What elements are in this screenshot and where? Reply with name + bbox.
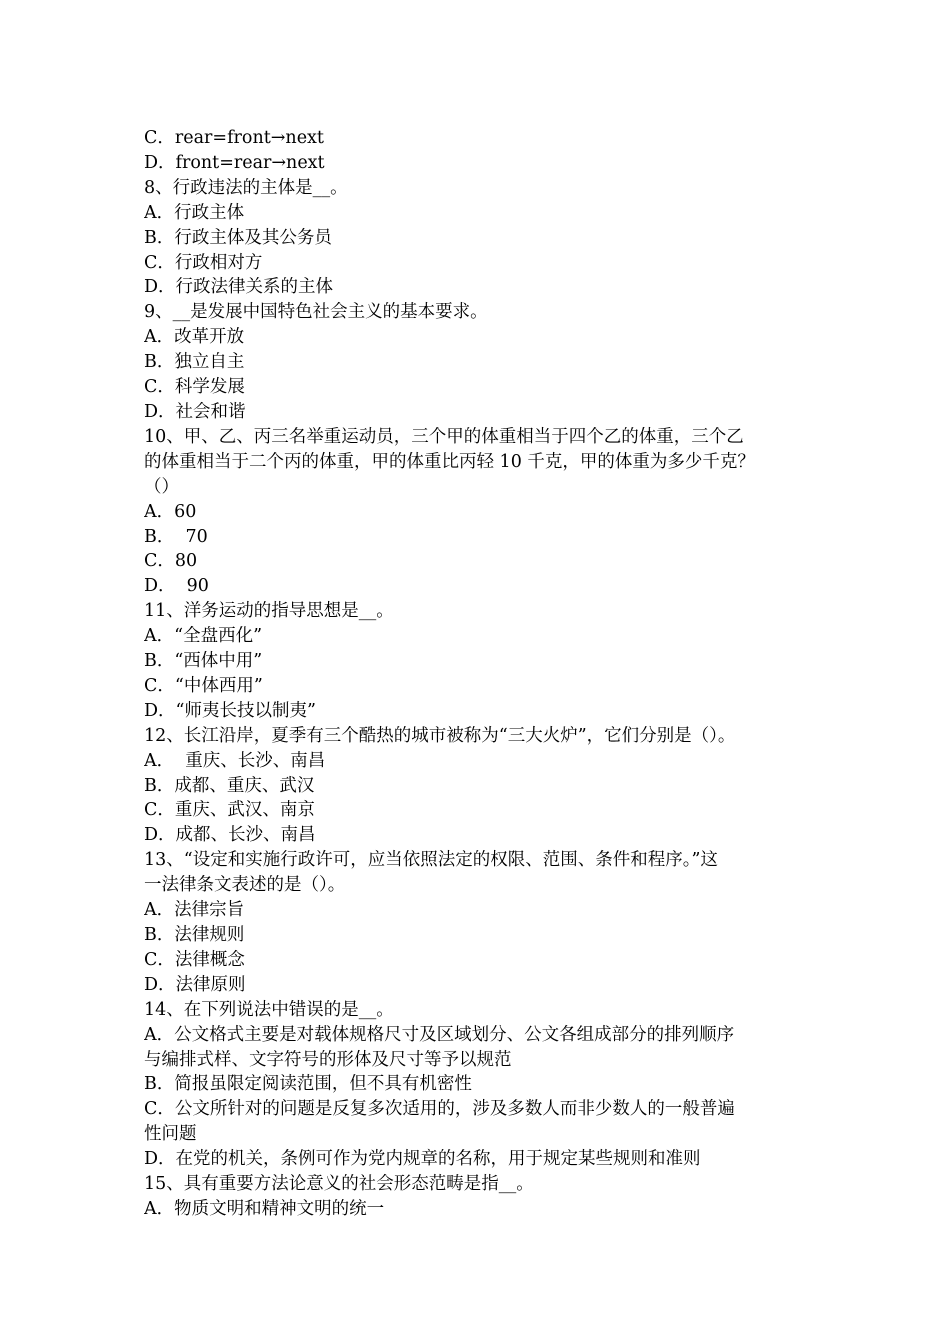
option-b-q13: B．法律规则: [144, 925, 245, 945]
option-d-q13: D．法律原则: [144, 974, 246, 995]
question-13-line-2: 一法律条文表述的是（）。: [144, 875, 346, 896]
option-a-q10: A．60: [144, 501, 197, 522]
option-c-q8: C．行政相对方: [144, 252, 263, 273]
question-9: 9、__是发展中国特色社会主义的基本要求。: [144, 302, 488, 323]
question-15: 15、具有重要方法论意义的社会形态范畴是指__。: [144, 1174, 534, 1195]
question-12: 12、长江沿岸，夏季有三个酷热的城市被称为“三大火炉”，它们分别是（）。: [144, 725, 736, 746]
option-d-q8: D．行政法律关系的主体: [144, 277, 334, 298]
option-c-q14-line-1: C．公文所针对的问题是反复多次适用的，涉及多数人而非少数人的一般普遍: [144, 1099, 735, 1120]
option-a-q14-line-2: 与编排式样、文字符号的形体及尺寸等予以规范: [144, 1049, 512, 1070]
option-b-q10: B． 70: [144, 526, 208, 547]
option-d-q11: D．“师夷长技以制夷”: [144, 700, 316, 721]
option-a-q9: A．改革开放: [144, 327, 245, 348]
option-d-q14: D．在党的机关，条例可作为党内规章的名称，用于规定某些规则和准则: [144, 1149, 701, 1170]
option-d-q12: D．成都、长沙、南昌: [144, 825, 316, 846]
option-c-q10: C．80: [144, 551, 198, 572]
option-c-q14-line-2: 性问题: [144, 1124, 197, 1145]
question-10-line-3: （）: [144, 476, 179, 497]
option-c-q12: C．重庆、武汉、南京: [144, 800, 315, 821]
option-c-q11: C．“中体西用”: [144, 675, 263, 696]
question-10-line-2: 的体重相当于二个丙的体重，甲的体重比丙轻 10 千克，甲的体重为多少千克？: [144, 451, 755, 472]
question-10-line-1: 10、甲、乙、丙三名举重运动员，三个甲的体重相当于四个乙的体重，三个乙: [144, 426, 744, 447]
option-a-q11: A．“全盘西化”: [144, 626, 263, 647]
question-8: 8、行政违法的主体是__。: [144, 177, 348, 198]
option-b-q8: B．行政主体及其公务员: [144, 227, 332, 248]
option-a-q12: A． 重庆、长沙、南昌: [144, 750, 326, 771]
option-c-q9: C．科学发展: [144, 377, 245, 398]
document-body: [144, 126, 810, 1222]
option-b-q9: B．独立自主: [144, 352, 245, 373]
option-a-q14-line-1: A．公文格式主要是对载体规格尺寸及区域划分、公文各组成部分的排列顺序: [144, 1024, 735, 1045]
option-a-q8: A．行政主体: [144, 202, 245, 223]
option-d-q9: D．社会和谐: [144, 401, 246, 422]
option-d-q7: D．front=rear→next: [144, 152, 325, 173]
question-11: 11、洋务运动的指导思想是__。: [144, 601, 394, 622]
option-b-q12: B．成都、重庆、武汉: [144, 775, 315, 796]
option-d-q10: D． 90: [144, 576, 209, 597]
option-a-q13: A．法律宗旨: [144, 900, 245, 921]
option-b-q11: B．“西体中用”: [144, 651, 263, 672]
option-b-q14: B．简报虽限定阅读范围，但不具有机密性: [144, 1074, 472, 1095]
option-c-q13: C．法律概念: [144, 949, 245, 970]
question-13-line-1: 13、“设定和实施行政许可，应当依照法定的权限、范围、条件和程序。”这: [144, 850, 718, 871]
option-a-q15: A．物质文明和精神文明的统一: [144, 1198, 385, 1219]
option-c-q7: C．rear=front→next: [144, 128, 324, 148]
question-14: 14、在下列说法中错误的是__。: [144, 999, 394, 1020]
